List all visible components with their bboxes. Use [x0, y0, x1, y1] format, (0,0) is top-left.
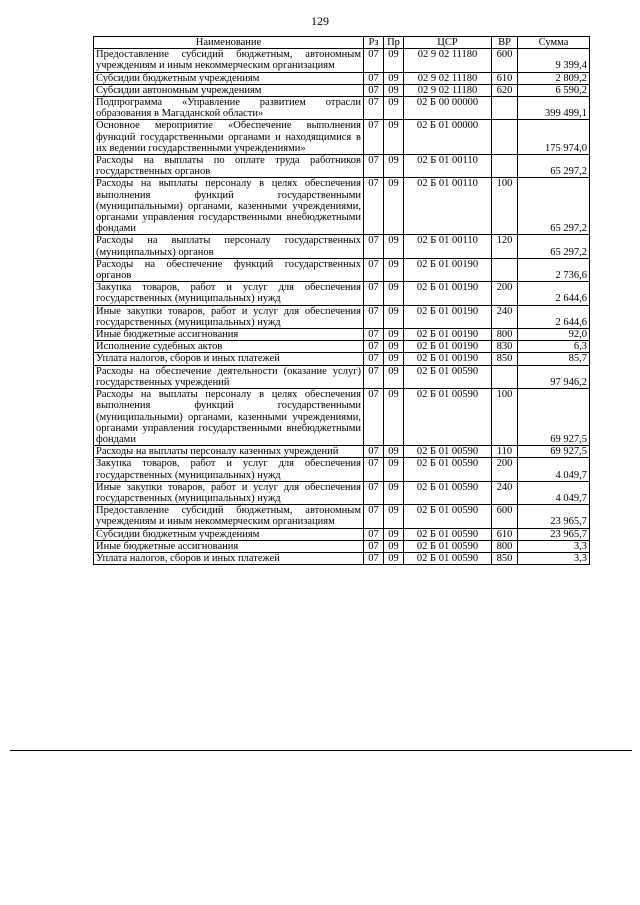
cell-rz: 07 — [364, 446, 384, 458]
cell-name: Субсидии бюджетным учреждениям — [94, 528, 364, 540]
cell-rz: 07 — [364, 552, 384, 564]
cell-csr: 02 Б 01 00590 — [404, 505, 492, 528]
cell-pr: 09 — [384, 178, 404, 235]
cell-vr: 600 — [492, 49, 518, 72]
cell-sum: 97 946,2 — [518, 365, 590, 388]
cell-csr: 02 Б 01 00190 — [404, 305, 492, 328]
cell-rz: 07 — [364, 258, 384, 281]
cell-sum: 23 965,7 — [518, 528, 590, 540]
table-row — [94, 97, 590, 120]
cell-name: Иные закупки товаров, работ и услуг для обеспечения государственных (муниципальных) нужд — [94, 305, 364, 328]
table-row — [94, 155, 590, 178]
cell-pr: 09 — [384, 282, 404, 305]
cell-name: Расходы на выплаты персоналу в целях обеспечения выполнения функций государственными (муниципальными) органами, казенными учреждениями, органами управления государственными внебюджетными фондами — [94, 389, 364, 446]
cell-rz: 07 — [364, 481, 384, 504]
header-csr: ЦСР — [404, 37, 492, 49]
table-row — [94, 120, 590, 155]
cell-rz: 07 — [364, 505, 384, 528]
cell-vr: 610 — [492, 528, 518, 540]
table-row — [94, 305, 590, 328]
cell-name: Закупка товаров, работ и услуг для обеспечения государственных (муниципальных) нужд — [94, 282, 364, 305]
cell-pr: 09 — [384, 97, 404, 120]
cell-name: Расходы на выплаты персоналу казенных учреждений — [94, 446, 364, 458]
cell-name: Иные закупки товаров, работ и услуг для обеспечения государственных (муниципальных) нужд — [94, 481, 364, 504]
cell-name: Иные бюджетные ассигнования — [94, 540, 364, 552]
table-row — [94, 458, 590, 481]
cell-vr: 200 — [492, 282, 518, 305]
cell-pr: 09 — [384, 341, 404, 353]
cell-pr: 09 — [384, 540, 404, 552]
cell-sum: 23 965,7 — [518, 505, 590, 528]
cell-sum: 9 399,4 — [518, 49, 590, 72]
cell-name: Исполнение судебных актов — [94, 341, 364, 353]
cell-rz: 07 — [364, 540, 384, 552]
cell-vr: 800 — [492, 329, 518, 341]
cell-pr: 09 — [384, 49, 404, 72]
cell-pr: 09 — [384, 389, 404, 446]
cell-pr: 09 — [384, 84, 404, 96]
cell-vr: 200 — [492, 458, 518, 481]
cell-rz: 07 — [364, 120, 384, 155]
cell-vr: 610 — [492, 72, 518, 84]
cell-sum: 4 049,7 — [518, 458, 590, 481]
cell-vr: 620 — [492, 84, 518, 96]
cell-csr: 02 Б 01 00590 — [404, 458, 492, 481]
cell-sum: 2 736,6 — [518, 258, 590, 281]
cell-csr: 02 Б 01 00110 — [404, 155, 492, 178]
cell-pr: 09 — [384, 528, 404, 540]
cell-rz: 07 — [364, 528, 384, 540]
table-row — [94, 446, 590, 458]
cell-csr: 02 Б 01 00190 — [404, 353, 492, 365]
cell-sum: 2 644,6 — [518, 282, 590, 305]
cell-vr: 120 — [492, 235, 518, 258]
cell-sum: 65 297,2 — [518, 178, 590, 235]
budget-table — [93, 36, 590, 565]
cell-sum: 92,0 — [518, 329, 590, 341]
cell-vr: 850 — [492, 552, 518, 564]
cell-rz: 07 — [364, 235, 384, 258]
table-row — [94, 341, 590, 353]
cell-name: Субсидии бюджетным учреждениям — [94, 72, 364, 84]
cell-csr: 02 Б 01 00590 — [404, 552, 492, 564]
cell-pr: 09 — [384, 365, 404, 388]
cell-rz: 07 — [364, 365, 384, 388]
cell-rz: 07 — [364, 329, 384, 341]
table-row — [94, 365, 590, 388]
cell-pr: 09 — [384, 329, 404, 341]
cell-vr: 600 — [492, 505, 518, 528]
table-row — [94, 49, 590, 72]
cell-vr: 240 — [492, 305, 518, 328]
header-rz: Рз — [364, 37, 384, 49]
table-row — [94, 178, 590, 235]
cell-name: Подпрограмма «Управление развитием отрасли образования в Магаданской области» — [94, 97, 364, 120]
cell-csr: 02 9 02 11180 — [404, 49, 492, 72]
cell-sum: 6 590,2 — [518, 84, 590, 96]
cell-csr: 02 9 02 11180 — [404, 72, 492, 84]
cell-csr: 02 Б 01 00190 — [404, 282, 492, 305]
table-row — [94, 389, 590, 446]
cell-csr: 02 Б 01 00110 — [404, 235, 492, 258]
cell-rz: 07 — [364, 84, 384, 96]
cell-sum: 3,3 — [518, 552, 590, 564]
cell-csr: 02 Б 01 00590 — [404, 481, 492, 504]
cell-vr — [492, 97, 518, 120]
cell-pr: 09 — [384, 72, 404, 84]
cell-sum: 6,3 — [518, 341, 590, 353]
cell-name: Иные бюджетные ассигнования — [94, 329, 364, 341]
cell-vr: 850 — [492, 353, 518, 365]
cell-csr: 02 Б 01 00590 — [404, 540, 492, 552]
cell-csr: 02 Б 01 00590 — [404, 365, 492, 388]
cell-sum: 85,7 — [518, 353, 590, 365]
cell-csr: 02 Б 01 00590 — [404, 528, 492, 540]
cell-pr: 09 — [384, 458, 404, 481]
cell-name: Расходы на выплаты по оплате труда работников государственных органов — [94, 155, 364, 178]
cell-sum: 3,3 — [518, 540, 590, 552]
cell-sum: 175 974,0 — [518, 120, 590, 155]
table-header-row — [94, 37, 590, 49]
cell-csr: 02 Б 01 00110 — [404, 178, 492, 235]
cell-name: Уплата налогов, сборов и иных платежей — [94, 353, 364, 365]
cell-name: Предоставление субсидий бюджетным, автономным учреждениям и иным некоммерческим организациям — [94, 49, 364, 72]
table-row — [94, 258, 590, 281]
cell-rz: 07 — [364, 305, 384, 328]
cell-rz: 07 — [364, 389, 384, 446]
table-row — [94, 552, 590, 564]
cell-rz: 07 — [364, 72, 384, 84]
cell-vr — [492, 120, 518, 155]
cell-name: Расходы на обеспечение деятельности (оказание услуг) государственных учреждений — [94, 365, 364, 388]
cell-pr: 09 — [384, 481, 404, 504]
cell-csr: 02 Б 01 00590 — [404, 389, 492, 446]
cell-rz: 07 — [364, 282, 384, 305]
cell-rz: 07 — [364, 353, 384, 365]
table-row — [94, 505, 590, 528]
cell-name: Предоставление субсидий бюджетным, автономным учреждениям и иным некоммерческим организациям — [94, 505, 364, 528]
cell-rz: 07 — [364, 458, 384, 481]
cell-sum: 69 927,5 — [518, 446, 590, 458]
cell-pr: 09 — [384, 353, 404, 365]
cell-pr: 09 — [384, 446, 404, 458]
cell-name: Закупка товаров, работ и услуг для обеспечения государственных (муниципальных) нужд — [94, 458, 364, 481]
header-name: Наименование — [94, 37, 364, 49]
cell-name: Расходы на обеспечение функций государственных органов — [94, 258, 364, 281]
cell-sum: 65 297,2 — [518, 155, 590, 178]
cell-pr: 09 — [384, 552, 404, 564]
cell-pr: 09 — [384, 120, 404, 155]
cell-rz: 07 — [364, 97, 384, 120]
cell-name: Основное мероприятие «Обеспечение выполнения функций государственными органами и находящимися в их ведении государственными учреждениями» — [94, 120, 364, 155]
table-row — [94, 528, 590, 540]
cell-pr: 09 — [384, 258, 404, 281]
cell-vr: 240 — [492, 481, 518, 504]
cell-pr: 09 — [384, 235, 404, 258]
cell-rz: 07 — [364, 178, 384, 235]
header-sum: Сумма — [518, 37, 590, 49]
cell-sum: 69 927,5 — [518, 389, 590, 446]
cell-name: Субсидии автономным учреждениям — [94, 84, 364, 96]
header-pr: Пр — [384, 37, 404, 49]
cell-rz: 07 — [364, 341, 384, 353]
cell-sum: 2 809,2 — [518, 72, 590, 84]
table-row — [94, 329, 590, 341]
cell-csr: 02 Б 01 00190 — [404, 258, 492, 281]
table-row — [94, 84, 590, 96]
page-number: 129 — [311, 14, 329, 28]
cell-vr: 110 — [492, 446, 518, 458]
cell-name: Расходы на выплаты персоналу в целях обеспечения выполнения функций государственными (муниципальными) органами, казенными учреждениями, органами управления государственными внебюджетными фондами — [94, 178, 364, 235]
cell-csr: 02 Б 00 00000 — [404, 97, 492, 120]
cell-vr — [492, 258, 518, 281]
table-row — [94, 540, 590, 552]
table-row — [94, 72, 590, 84]
cell-vr: 800 — [492, 540, 518, 552]
cell-pr: 09 — [384, 155, 404, 178]
cell-csr: 02 Б 01 00190 — [404, 341, 492, 353]
cell-csr: 02 Б 01 00190 — [404, 329, 492, 341]
cell-name: Уплата налогов, сборов и иных платежей — [94, 552, 364, 564]
cell-name: Расходы на выплаты персоналу государственных (муниципальных) органов — [94, 235, 364, 258]
table-row — [94, 353, 590, 365]
cell-rz: 07 — [364, 155, 384, 178]
cell-vr — [492, 155, 518, 178]
cell-vr: 100 — [492, 178, 518, 235]
cell-rz: 07 — [364, 49, 384, 72]
cell-vr: 100 — [492, 389, 518, 446]
table-row — [94, 481, 590, 504]
table-body — [94, 49, 590, 565]
cell-sum: 4 049,7 — [518, 481, 590, 504]
table-row — [94, 282, 590, 305]
cell-vr: 830 — [492, 341, 518, 353]
cell-csr: 02 Б 01 00590 — [404, 446, 492, 458]
header-vr: ВР — [492, 37, 518, 49]
page-divider — [10, 750, 632, 751]
cell-sum: 2 644,6 — [518, 305, 590, 328]
cell-sum: 65 297,2 — [518, 235, 590, 258]
table-row — [94, 235, 590, 258]
cell-pr: 09 — [384, 305, 404, 328]
cell-vr — [492, 365, 518, 388]
cell-csr: 02 9 02 11180 — [404, 84, 492, 96]
cell-sum: 399 499,1 — [518, 97, 590, 120]
cell-pr: 09 — [384, 505, 404, 528]
cell-csr: 02 Б 01 00000 — [404, 120, 492, 155]
